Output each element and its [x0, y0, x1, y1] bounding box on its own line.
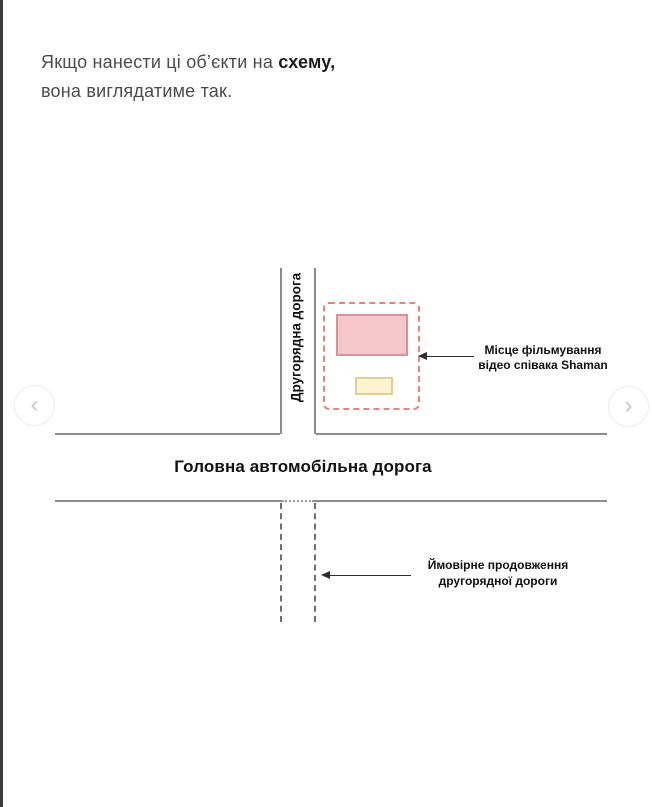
secondary-road-left-line	[280, 268, 282, 434]
continuation-arrow-line	[329, 575, 411, 576]
carousel-next-button[interactable]	[608, 386, 649, 427]
intro-text	[41, 48, 335, 106]
secondary-road-right-line	[314, 268, 316, 434]
main-road-top-line-left	[55, 433, 280, 435]
filming-arrow-head	[418, 352, 427, 360]
secondary-road-label: Другорядна дорога	[288, 272, 304, 403]
small-building-rect	[355, 377, 393, 395]
chevron-right-icon: ›	[624, 392, 633, 419]
continuation-right-dashed-line	[314, 503, 316, 622]
main-road-bottom-line-dotted-gap	[282, 500, 314, 502]
main-road-bottom-line-left	[55, 500, 282, 502]
main-road-label: Головна автомобільна дорога	[174, 457, 432, 476]
intro-line-2: вона виглядатиме так.	[41, 81, 233, 101]
continuation-label: Ймовірне продовження другорядної дороги	[427, 558, 569, 588]
filming-arrow-line	[426, 356, 474, 357]
intro-line-1: Якщо нанести ці об’єкти на схему,	[41, 52, 336, 72]
main-road-bottom-line-right	[314, 500, 607, 502]
filming-site-label: Місце фільмування відео співака Shaman	[478, 343, 608, 372]
chevron-left-icon: ‹	[30, 391, 39, 418]
carousel-prev-button[interactable]	[14, 385, 55, 426]
intro-bold-word: схему,	[278, 52, 336, 72]
filming-building-rect	[336, 314, 408, 356]
continuation-left-dashed-line	[280, 503, 282, 622]
continuation-arrow-head	[321, 571, 330, 579]
main-road-top-line-right	[316, 433, 607, 435]
